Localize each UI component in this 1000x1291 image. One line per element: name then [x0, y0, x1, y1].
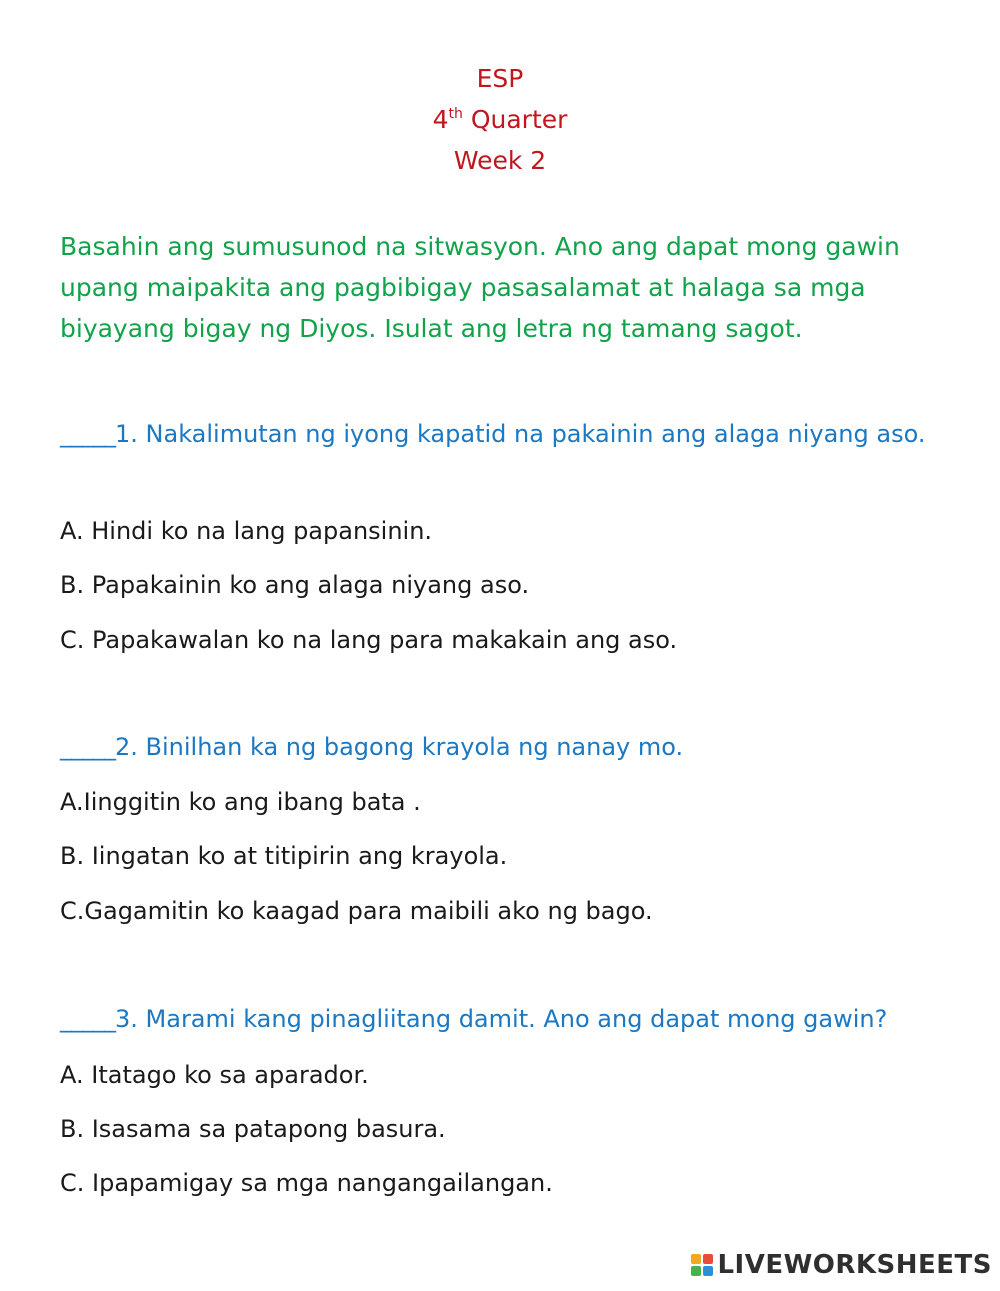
logo-square-1	[691, 1254, 701, 1264]
question-2-choice-b: B. Iingatan ko at titipirin ang krayola.	[60, 842, 508, 870]
answer-blank-1[interactable]: _____	[60, 420, 115, 448]
quarter-title	[0, 99, 1000, 140]
subject-title: ESP	[476, 64, 524, 93]
question-3	[60, 999, 960, 1040]
question-2-choice-a: A.Iinggitin ko ang ibang bata .	[60, 788, 421, 816]
logo-square-2	[703, 1254, 713, 1264]
question-2	[60, 727, 960, 768]
question-2-choice-c: C.Gagamitin ko kaagad para maibili ako ng bago.	[60, 897, 653, 925]
question-1-text: 1. Nakalimutan ng iyong kapatid na pakainin ang alaga niyang aso.	[115, 420, 926, 448]
question-1-choice-b: B. Papakainin ko ang alaga niyang aso.	[60, 571, 530, 599]
liveworksheets-brand	[691, 1250, 992, 1280]
week-title: Week 2	[453, 146, 547, 175]
question-1	[60, 414, 960, 455]
question-2-text: 2. Binilhan ka ng bagong krayola ng nanay mo.	[115, 733, 684, 761]
question-3-choice-a: A. Itatago ko sa aparador.	[60, 1061, 369, 1089]
logo-square-4	[703, 1266, 713, 1276]
question-1-choice-a: A. Hindi ko na lang papansinin.	[60, 517, 433, 545]
quarter-label: Quarter	[462, 105, 568, 134]
brand-name: LIVEWORKSHEETS	[717, 1250, 992, 1280]
question-3-choice-b: B. Isasama sa patapong basura.	[60, 1115, 446, 1143]
worksheet-header	[0, 58, 1000, 181]
liveworksheets-logo-icon	[691, 1254, 713, 1276]
quarter-suffix: th	[448, 106, 463, 122]
question-3-text: 3. Marami kang pinagliitang damit. Ano ang dapat mong gawin?	[115, 1005, 888, 1033]
question-3-choice-c: C. Ipapamigay sa mga nangangailangan.	[60, 1169, 553, 1197]
answer-blank-3[interactable]: _____	[60, 1005, 115, 1033]
instructions: Basahin ang sumusunod na sitwasyon. Ano ang dapat mong gawin upang maipakita ang pagbibigay pasasalamat at halaga sa mga biyayang bigay ng Diyos. Isulat ang letra ng tamang sagot.	[60, 232, 900, 343]
question-1-choice-c: C. Papakawalan ko na lang para makakain ang aso.	[60, 626, 678, 654]
logo-square-3	[691, 1266, 701, 1276]
answer-blank-2[interactable]: _____	[60, 733, 115, 761]
quarter-number: 4	[432, 105, 449, 134]
